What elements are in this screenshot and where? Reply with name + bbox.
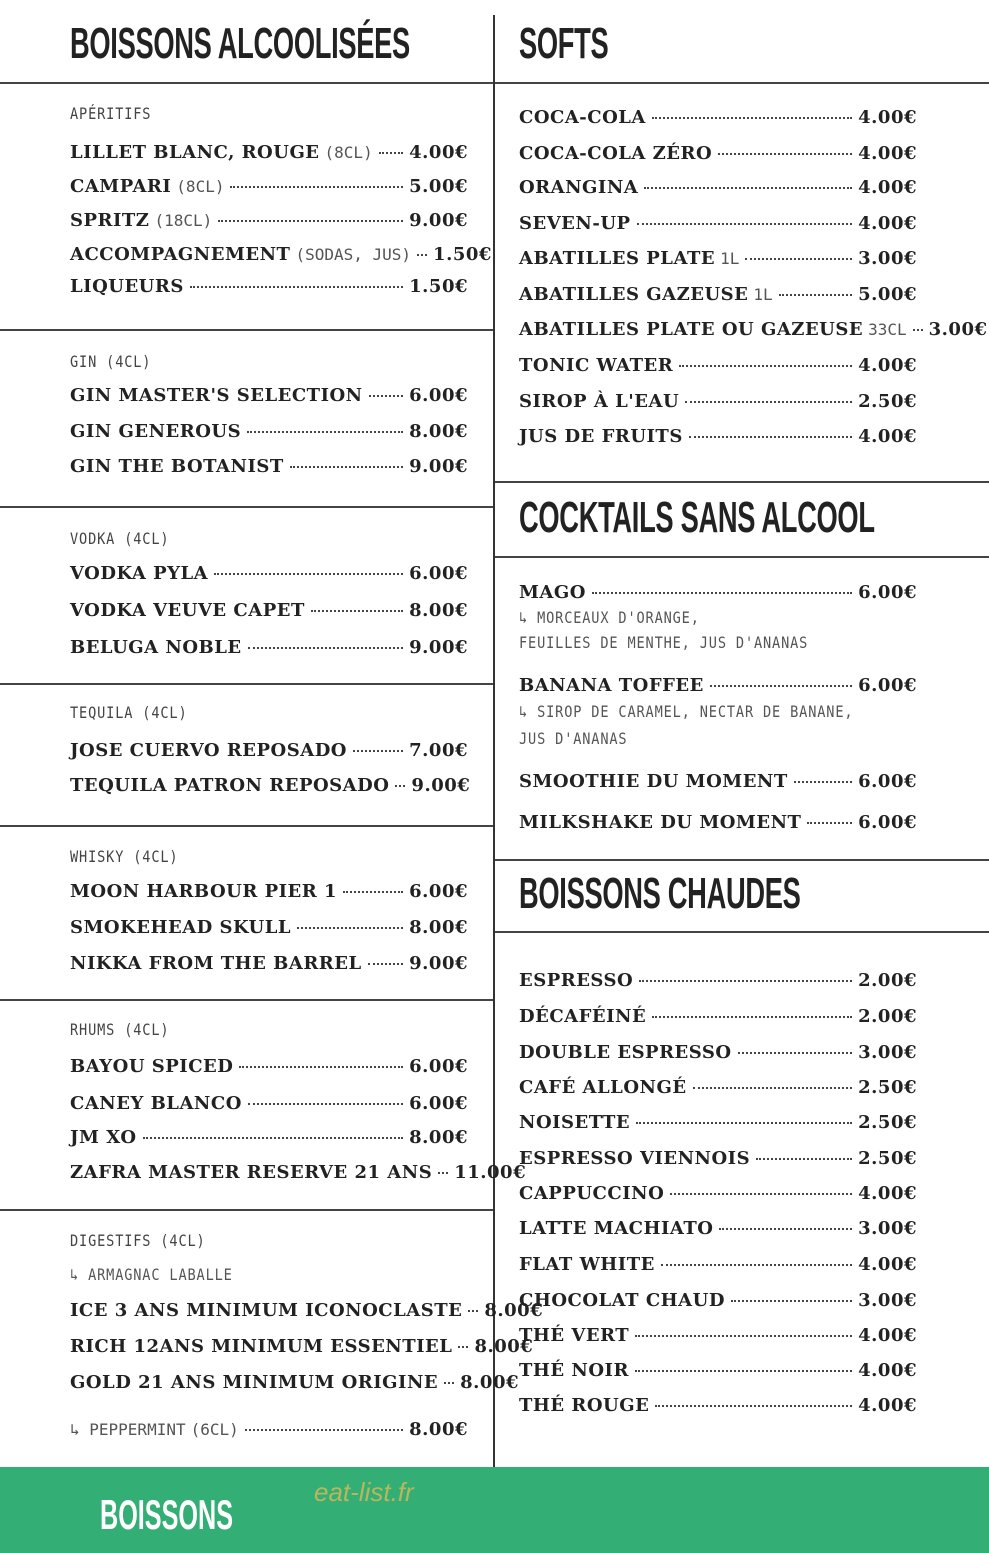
section-title-cocktails-sans-alcool: COCKTAILS SANS ALCOOL: [519, 493, 875, 542]
category-heading-gin: GIN (4CL): [70, 352, 152, 371]
sub-heading-armagnac: ↳ ARMAGNAC LABALLE: [70, 1265, 233, 1284]
menu-item: ESPRESSO 2.00€: [519, 970, 917, 991]
menu-item: ABATILLES PLATE OU GAZEUSE 33CL 3.00€: [519, 319, 988, 340]
section-title-boissons-alcoolisees: BOISSONS ALCOOLISÉES: [70, 19, 410, 68]
menu-item: JOSE CUERVO REPOSADO 7.00€: [70, 740, 468, 761]
menu-item: TEQUILA PATRON REPOSADO 9.00€: [70, 775, 471, 796]
divider: [495, 82, 989, 84]
menu-item: JUS DE FRUITS 4.00€: [519, 426, 917, 447]
category-heading-rhums: RHUMS (4CL): [70, 1020, 170, 1039]
divider: [0, 1209, 493, 1211]
divider: [0, 999, 493, 1001]
item-description: JUS D'ANANAS: [519, 729, 628, 748]
watermark: eat-list.fr: [314, 1477, 414, 1507]
menu-item: LILLET BLANC, ROUGE (8CL) 4.00€: [70, 142, 468, 163]
menu-item: MILKSHAKE DU MOMENT 6.00€: [519, 812, 917, 833]
menu-item: THÉ VERT 4.00€: [519, 1325, 917, 1346]
divider: [495, 556, 989, 558]
menu-item: NIKKA FROM THE BARREL 9.00€: [70, 953, 468, 974]
category-heading-whisky: WHISKY (4CL): [70, 847, 179, 866]
item-description: ↳ SIROP DE CARAMEL, NECTAR DE BANANE,: [519, 702, 854, 721]
menu-item: LIQUEURS 1.50€: [70, 276, 468, 297]
menu-item: DÉCAFÉINÉ 2.00€: [519, 1006, 917, 1027]
menu-item: VODKA VEUVE CAPET 8.00€: [70, 600, 468, 621]
menu-item: JM XO 8.00€: [70, 1127, 468, 1148]
menu-item: ORANGINA 4.00€: [519, 177, 917, 198]
menu-item: FLAT WHITE 4.00€: [519, 1254, 917, 1275]
menu-item: SMOOTHIE DU MOMENT 6.00€: [519, 771, 917, 792]
menu-item: SEVEN-UP 4.00€: [519, 213, 917, 234]
menu-item: CAFÉ ALLONGÉ 2.50€: [519, 1077, 917, 1098]
menu-item: GIN THE BOTANIST 9.00€: [70, 456, 468, 477]
menu-item: THÉ ROUGE 4.00€: [519, 1395, 917, 1416]
menu-item: ABATILLES GAZEUSE 1L 5.00€: [519, 284, 917, 305]
menu-item: ABATILLES PLATE 1L 3.00€: [519, 248, 917, 269]
divider: [0, 506, 493, 508]
menu-item: COCA-COLA 4.00€: [519, 107, 917, 128]
divider: [495, 481, 989, 483]
category-heading-aperitifs: APÉRITIFS: [70, 104, 152, 123]
menu-item: CANEY BLANCO 6.00€: [70, 1093, 468, 1114]
divider: [0, 683, 493, 685]
menu-item: BANANA TOFFEE 6.00€: [519, 675, 917, 696]
menu-item: TONIC WATER 4.00€: [519, 355, 917, 376]
menu-item: RICH 12ANS MINIMUM ESSENTIEL 8.00€: [70, 1336, 534, 1357]
menu-item: MOON HARBOUR PIER 1 6.00€: [70, 881, 468, 902]
divider: [495, 931, 989, 933]
menu-item: ACCOMPAGNEMENT (SODAS, JUS) 1.50€: [70, 244, 492, 265]
divider: [0, 329, 493, 331]
divider: [495, 859, 989, 861]
item-description: ↳ MORCEAUX D'ORANGE,: [519, 608, 700, 627]
menu-item: ESPRESSO VIENNOIS 2.50€: [519, 1148, 917, 1169]
column-divider: [493, 15, 495, 1467]
divider: [0, 82, 493, 84]
menu-item-peppermint: ↳ PEPPERMINT (6CL) 8.00€: [70, 1419, 468, 1440]
section-title-softs: SOFTS: [519, 19, 609, 68]
menu-item: GIN GENEROUS 8.00€: [70, 421, 468, 442]
category-heading-vodka: VODKA (4CL): [70, 529, 170, 548]
menu-item: LATTE MACHIATO 3.00€: [519, 1218, 917, 1239]
menu-item: GOLD 21 ANS MINIMUM ORIGINE 8.00€: [70, 1372, 520, 1393]
menu-item: SIROP À L'EAU 2.50€: [519, 391, 917, 412]
menu-item: CAPPUCCINO 4.00€: [519, 1183, 917, 1204]
menu-item: THÉ NOIR 4.00€: [519, 1360, 917, 1381]
menu-item: ZAFRA MASTER RESERVE 21 ANS 11.00€: [70, 1162, 527, 1183]
menu-item: MAGO 6.00€: [519, 582, 917, 603]
menu-item: CAMPARI (8CL) 5.00€: [70, 176, 468, 197]
menu-item: BAYOU SPICED 6.00€: [70, 1056, 468, 1077]
menu-item: VODKA PYLA 6.00€: [70, 563, 468, 584]
menu-item: ICE 3 ANS MINIMUM ICONOCLASTE 8.00€: [70, 1300, 544, 1321]
section-title-boissons-chaudes: BOISSONS CHAUDES: [519, 869, 801, 918]
menu-item: SPRITZ (18CL) 9.00€: [70, 210, 468, 231]
category-heading-digestifs: DIGESTIFS (4CL): [70, 1231, 206, 1250]
menu-item: DOUBLE ESPRESSO 3.00€: [519, 1042, 917, 1063]
category-heading-tequila: TEQUILA (4CL): [70, 703, 188, 722]
menu-item: NOISETTE 2.50€: [519, 1112, 917, 1133]
menu-item: SMOKEHEAD SKULL 8.00€: [70, 917, 468, 938]
menu-item: BELUGA NOBLE 9.00€: [70, 637, 468, 658]
menu-item: CHOCOLAT CHAUD 3.00€: [519, 1290, 917, 1311]
item-description: FEUILLES DE MENTHE, JUS D'ANANAS: [519, 633, 809, 652]
menu-item: COCA-COLA ZÉRO 4.00€: [519, 143, 917, 164]
menu-item: GIN MASTER'S SELECTION 6.00€: [70, 385, 468, 406]
footer-title: BOISSONS: [100, 1491, 234, 1538]
divider: [0, 825, 493, 827]
